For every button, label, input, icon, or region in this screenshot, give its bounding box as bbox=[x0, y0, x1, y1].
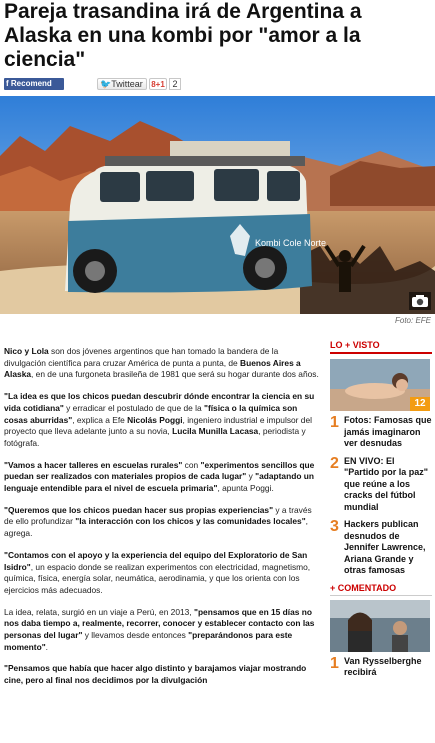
van-sign-text: Kombi Cole Norte bbox=[255, 238, 327, 248]
body-text: , apunta Poggi. bbox=[217, 483, 274, 494]
quote-text: "adaptando un lenguaje entendible para el nivel de escuela primaria" bbox=[4, 471, 314, 494]
body-text: son dos jóvenes argentinos que han tomado la bandera de la divulgación científica para cruzar América de punta a punta, de bbox=[4, 346, 279, 368]
most-commented-heading: + COMENTADO bbox=[330, 583, 432, 596]
quote-text: "preparándonos para este momento" bbox=[4, 630, 293, 652]
rank-number: 3 bbox=[330, 518, 339, 535]
kombi-van-photo bbox=[0, 96, 435, 314]
camera-icon[interactable] bbox=[409, 292, 431, 310]
most-viewed-link[interactable]: Fotos: Famosas que jamás imaginaron ver desnudas bbox=[344, 415, 432, 448]
most-viewed-item[interactable] bbox=[330, 519, 432, 577]
quote-text: "La idea es que los chicos puedan descubrir dónde encontrar la ciencia en su vida cotidiana" bbox=[4, 391, 315, 413]
article-photo[interactable] bbox=[0, 96, 435, 314]
article-paragraph-4 bbox=[4, 505, 320, 540]
facebook-recommend-label: Recomend bbox=[10, 79, 52, 88]
most-viewed-link[interactable]: EN VIVO: El "Partido por la paz" que reúne a los cracks del fútbol mundial bbox=[344, 455, 429, 512]
facebook-recommend-button[interactable] bbox=[4, 78, 64, 90]
article-paragraph-5 bbox=[4, 550, 320, 597]
article-paragraph-2 bbox=[4, 391, 320, 450]
most-viewed-item[interactable] bbox=[330, 415, 432, 450]
rank-number: 2 bbox=[330, 454, 339, 472]
emphasis-text: Nicolás Poggi bbox=[127, 414, 183, 425]
body-text: La idea, relata, surgió en un viaje a Perú, en 2013, bbox=[4, 606, 194, 617]
quote-text: "Vamos a hacer talleres en escuelas rurales" bbox=[4, 459, 183, 470]
article-paragraph-1 bbox=[4, 346, 320, 381]
rank-number: 1 bbox=[330, 654, 339, 672]
google-plus-count: 2 bbox=[169, 78, 181, 90]
rank-number: 1 bbox=[330, 414, 339, 431]
article-headline: Pareja trasandina irá de Argentina a Alaska en una kombi por "amor a la ciencia" bbox=[4, 0, 362, 71]
quote-text: "experimentos sencillos que puedan ser realizados con materiales propios de cada lugar" bbox=[4, 459, 315, 482]
body-text: , en de una furgoneta brasileña de 1981 que será su hogar durante dos años. bbox=[31, 369, 319, 380]
body-text: , agrega. bbox=[4, 516, 308, 539]
body-text: , periodista y fotógrafa. bbox=[4, 426, 306, 448]
body-text: , un espacio donde se realizan experimentos con electricidad, magnetismo, química, física, energía solar, neumática, aerodinamia, y que los orienta con los ejercicios más adecuados. bbox=[4, 561, 311, 595]
body-text: , explica a Efe bbox=[72, 414, 128, 425]
most-viewed-link[interactable]: Hackers publican desnudos de Jennifer Lawrence, Ariana Grande y otras famosas bbox=[344, 519, 426, 575]
sidebar bbox=[330, 340, 432, 685]
article-paragraph-7 bbox=[4, 663, 320, 686]
emphasis-text: Buenos Aires a Alaska bbox=[4, 357, 301, 380]
most-commented-link[interactable]: Van Rysselberghe recibirá bbox=[344, 655, 422, 677]
most-commented-thumbnail[interactable] bbox=[330, 600, 430, 652]
most-viewed-heading: LO + VISTO bbox=[330, 340, 432, 354]
body-text: con bbox=[182, 459, 201, 470]
gallery-count-badge: 12 bbox=[410, 397, 430, 411]
quote-text: "física o la química son cosas aburridas" bbox=[4, 402, 298, 425]
quote-text: "pensamos que en 15 días no nos daba tiempo a, realmente, recorrer, conocer y establecer contacto con las personas del lugar" bbox=[4, 606, 315, 641]
body-text: . bbox=[45, 641, 48, 652]
emphasis-text: Lucila Munilla Lacasa bbox=[172, 426, 259, 437]
photo-credit: Foto: EFE bbox=[394, 316, 431, 325]
most-commented-item[interactable] bbox=[330, 656, 432, 679]
article-body bbox=[4, 346, 320, 697]
body-text: y llevamos desde entonces bbox=[82, 630, 189, 641]
body-text: y bbox=[246, 471, 256, 482]
facebook-icon: f bbox=[6, 79, 11, 88]
twitter-bird-icon: 🐦 bbox=[100, 79, 112, 89]
most-viewed-thumbnail[interactable] bbox=[330, 359, 430, 411]
twitter-tweet-button[interactable] bbox=[97, 78, 147, 90]
body-text: , ingeniero industrial e impulsor del proyecto que lleva adelante junto a su novia, bbox=[4, 414, 312, 437]
article-paragraph-6 bbox=[4, 607, 320, 654]
twitter-tweet-label: Twittear bbox=[111, 79, 143, 89]
body-text: y erradicar el postulado de que de la bbox=[63, 402, 204, 413]
body-text: y a través de ello profundizar bbox=[4, 504, 312, 527]
article-paragraph-3 bbox=[4, 460, 320, 495]
most-viewed-item[interactable] bbox=[330, 456, 432, 514]
quote-text: "Queremos que los chicos puedan hacer sus propias experiencias" bbox=[4, 504, 274, 515]
google-plus-button[interactable]: 8+1 bbox=[149, 78, 167, 90]
quote-text: "Pensamos que había que hacer algo distinto y barajamos viajar mostrando cine, pero al final nos decidimos por la divulgación bbox=[4, 663, 307, 686]
emphasis-text: Nico y Lola bbox=[4, 346, 49, 356]
quote-text: "Contamos con el apoyo y la experiencia del equipo del Exploratorio de San Isidro" bbox=[4, 549, 308, 572]
quote-text: "la interacción con los chicos y las comunidades locales" bbox=[75, 516, 306, 527]
